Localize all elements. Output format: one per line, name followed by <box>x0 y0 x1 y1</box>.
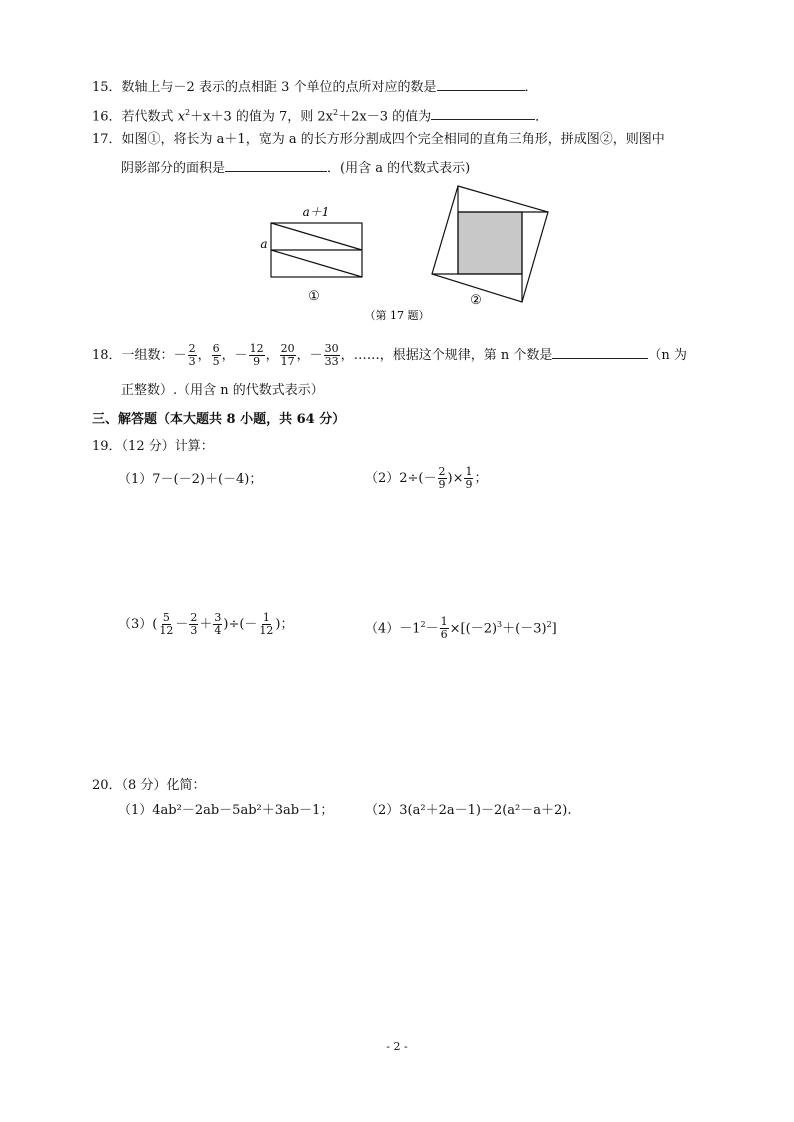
exponent: 2 <box>546 620 552 629</box>
question-18-line-1: 18．一组数：－ $\frac{2}{3}$ ， $\frac{6}{5}$ ，－ $\frac{12}{9}$ ， $\frac{20}{17}$ ，－ $\frac{30}{33}$ ，……，根据这个规律，第 n 个数是 （n 为 <box>92 342 687 368</box>
expr-text: ] <box>551 621 557 637</box>
question-number: 15． <box>92 80 122 95</box>
exponent: 3 <box>497 620 503 629</box>
fraction <box>440 616 449 641</box>
question-20-head <box>92 777 205 795</box>
denominator: 5 <box>212 355 220 368</box>
question-text: ．(用含 a 的代数式表示) <box>327 161 471 176</box>
fig1-caption: ① <box>308 289 320 304</box>
numerator: 3 <box>214 611 222 624</box>
question-19-head <box>92 438 214 456</box>
denominator: 3 <box>188 355 196 368</box>
expr-text: ×[(－2) <box>449 621 498 637</box>
denominator: 9 <box>253 355 261 368</box>
denominator: 4 <box>214 624 222 637</box>
question-number: 18． <box>92 348 122 363</box>
fig1-top-label: a＋1 <box>302 205 330 219</box>
question-18-line-2 <box>121 382 324 400</box>
sign: － <box>173 348 187 363</box>
fraction <box>438 466 447 491</box>
figure-17 <box>0 0 794 340</box>
question-20-part-1: （1）4ab²－2ab－5ab²＋3ab－1； <box>118 803 334 818</box>
question-text: 如图①，将长为 a＋1，宽为 a 的长方形分割成四个完全相同的直角三角形，拼成图②，则图中 <box>121 132 665 147</box>
question-text: （n 为 <box>648 348 687 363</box>
numerator: 1 <box>465 465 473 478</box>
question-text: 数轴上与－2 表示的点相距 3 个单位的点所对应的数是 <box>121 80 437 95</box>
question-text: ……，根据这个规律，第 n 个数是 <box>353 348 553 363</box>
numerator: 1 <box>440 615 448 629</box>
figure-1-rectangle <box>271 223 362 277</box>
fraction <box>188 343 197 368</box>
fraction <box>280 343 296 368</box>
expr-text: （3）( <box>118 617 158 632</box>
sign: － <box>234 348 248 363</box>
question-19-part-2 <box>365 466 488 492</box>
question-text: ＋2x－3 的值为 <box>338 109 432 125</box>
question-19-part-4 <box>365 612 557 642</box>
question-number: 16． <box>92 109 122 125</box>
numerator: 20 <box>280 342 295 355</box>
denominator: 6 <box>440 628 448 642</box>
fig2-caption: ② <box>470 293 482 308</box>
question-text: ＋x＋3 的值为 7，则 2x <box>190 109 333 125</box>
fraction <box>158 612 174 637</box>
exponent: 2 <box>420 620 426 629</box>
fraction <box>258 612 274 637</box>
numerator: 12 <box>249 342 264 355</box>
operator: － <box>425 621 439 637</box>
question-text: 一组数： <box>121 348 174 363</box>
denominator: 9 <box>438 478 446 491</box>
denominator: 9 <box>465 478 473 491</box>
expr-text: ＋(－3) <box>502 621 547 637</box>
question-number: 17． <box>92 132 122 147</box>
page-number: - 2 - <box>386 1040 408 1053</box>
question-text: 若代数式 <box>121 109 178 125</box>
denominator: 33 <box>324 355 339 368</box>
question-number: 20． <box>92 778 122 793</box>
fraction <box>213 612 222 637</box>
numerator: 30 <box>324 342 339 355</box>
exponent: 2 <box>185 108 191 117</box>
fraction <box>249 343 265 368</box>
figure-caption: （第 17 题） <box>364 309 430 322</box>
fraction <box>324 343 340 368</box>
fig1-side-label: a <box>260 237 268 251</box>
expr-text: ； <box>474 471 488 486</box>
section-heading: 三、解答题（本大题共 8 小题，共 64 分） <box>92 412 346 427</box>
fraction <box>464 466 473 491</box>
question-text: 阴影部分的面积是 <box>121 161 226 176</box>
fraction <box>189 612 198 637</box>
exponent: 2 <box>333 108 339 117</box>
fraction <box>212 343 221 368</box>
expr-text: （4）－1 <box>365 621 421 637</box>
denominator: 12 <box>159 624 174 637</box>
variable: x <box>177 109 186 125</box>
expr-text: （2）2÷(－ <box>365 471 437 486</box>
figure-2-square <box>432 186 548 302</box>
operator: － <box>175 617 189 632</box>
expr-text: )÷(－ <box>223 617 258 632</box>
answer-blank[interactable] <box>552 344 648 359</box>
numerator: 2 <box>438 465 446 478</box>
numerator: 5 <box>162 611 170 624</box>
numerator: 2 <box>188 342 196 355</box>
expr-text: )； <box>275 617 294 632</box>
denominator: 3 <box>190 624 198 637</box>
operator: ＋ <box>199 617 213 632</box>
question-text: （12 分）计算： <box>121 439 214 454</box>
denominator: 17 <box>280 355 295 368</box>
sign: － <box>309 348 323 363</box>
numerator: 6 <box>212 342 220 355</box>
question-text: 正整数）.（用含 n 的代数式表示） <box>121 383 324 398</box>
punctuation: ． <box>524 80 538 95</box>
expr-text: )× <box>447 471 464 486</box>
punctuation: ． <box>535 109 549 125</box>
numerator: 1 <box>262 611 270 624</box>
question-number: 19． <box>92 439 122 454</box>
question-19-part-1: （1）7－(－2)＋(－4)； <box>118 472 263 487</box>
question-19-part-3 <box>118 612 294 638</box>
question-text: （8 分）化简： <box>121 778 206 793</box>
denominator: 12 <box>259 624 274 637</box>
question-20-part-2: （2）3(a²＋2a－1)－2(a²－a＋2). <box>365 803 572 818</box>
numerator: 2 <box>190 611 198 624</box>
